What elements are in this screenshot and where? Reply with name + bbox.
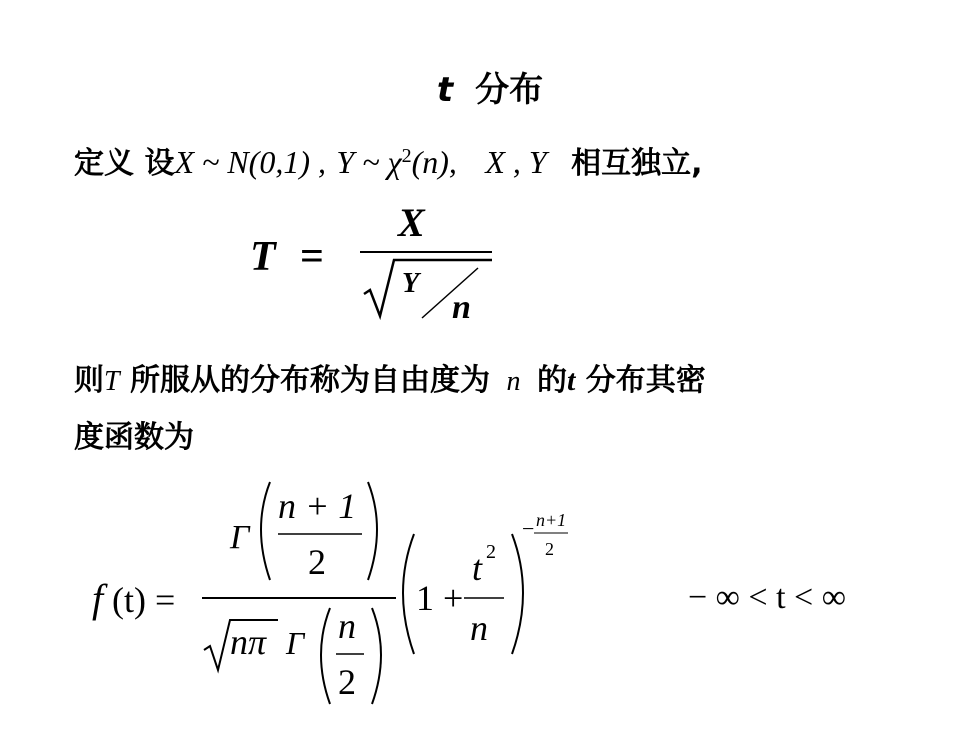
gamma-top-rparen xyxy=(368,482,377,580)
t-den-y: Y xyxy=(402,268,420,299)
gamma-top: Γ xyxy=(230,519,250,556)
definition-line xyxy=(74,138,703,182)
density-arg: (t) = xyxy=(112,580,176,620)
t-lhs: T xyxy=(250,234,276,280)
t-numerator: X xyxy=(398,200,425,245)
condition-y-chi: Y ~ χ xyxy=(336,144,402,180)
statement-t: t xyxy=(566,364,576,397)
gamma-bottom-rparen xyxy=(372,608,381,704)
condition-y-chi-tail: (n), xyxy=(411,144,457,180)
statement-part4: 分布其密 xyxy=(585,363,706,398)
title-variable: t xyxy=(436,70,454,110)
independence-text: 相互独立, xyxy=(571,146,703,181)
exponent-minus: − xyxy=(522,516,535,541)
statement-part3: 的 xyxy=(536,363,567,398)
definition-label: 定义 xyxy=(74,146,134,181)
chi-superscript: 2 xyxy=(401,145,412,167)
t-statistic-formula xyxy=(250,200,510,330)
definition-lead: 设 xyxy=(144,146,175,181)
one-plus: 1 + xyxy=(416,578,464,618)
exponent-denominator: 2 xyxy=(545,539,554,559)
base-t: t xyxy=(472,548,483,588)
t-den-n: n xyxy=(452,289,471,326)
gamma-bottom: Γ xyxy=(286,625,305,661)
density-f: f xyxy=(92,576,104,621)
den-n: n xyxy=(338,606,356,646)
sqrt-n-pi: nπ xyxy=(230,622,267,662)
title-text: 分布 xyxy=(475,70,544,110)
den-two: 2 xyxy=(338,662,356,702)
statement-part2: 所服从的分布称为自由度为 xyxy=(130,363,491,398)
base-t-exponent: 2 xyxy=(486,541,496,563)
gamma-bottom-lparen xyxy=(321,608,330,704)
gamma-top-lparen xyxy=(261,482,270,580)
power-base-lparen xyxy=(403,534,414,654)
power-base-rparen xyxy=(512,534,523,654)
page-title xyxy=(0,62,980,111)
variables-xy: X , Y xyxy=(485,144,547,180)
num-n-plus-1: n + 1 xyxy=(278,486,357,526)
density-formula xyxy=(80,470,900,720)
statement-part1: 则 xyxy=(74,363,104,398)
statement-line-1 xyxy=(74,355,706,399)
num-two: 2 xyxy=(308,542,326,582)
statement-T: T xyxy=(104,366,120,397)
exponent-numerator: n+1 xyxy=(536,510,567,530)
base-n: n xyxy=(470,608,488,648)
t-sqrt-sign xyxy=(364,260,492,316)
condition-x-normal: X ~ N(0,1) , xyxy=(174,144,326,180)
statement-n: n xyxy=(506,366,521,397)
t-equals: = xyxy=(300,234,324,280)
density-domain: − ∞ < t < ∞ xyxy=(688,579,846,616)
statement-line-2: 度函数为 xyxy=(74,420,194,455)
